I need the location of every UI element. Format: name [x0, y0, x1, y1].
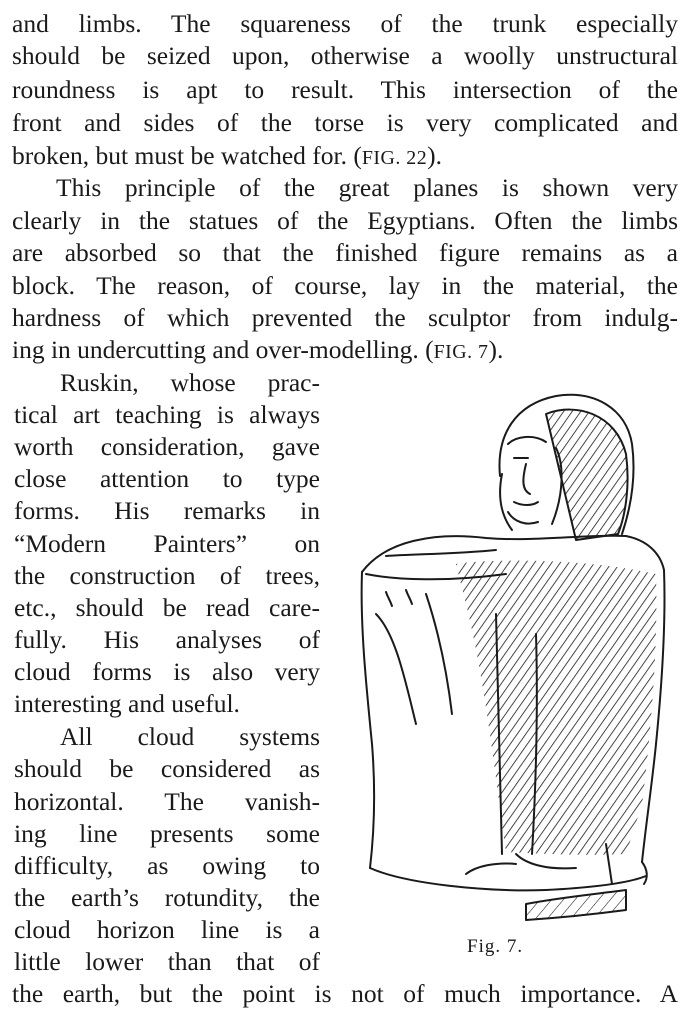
paragraph-4-line-3: horizontal. The vanish- — [14, 787, 320, 816]
paragraph-2-line-1: This principle of the great planes is shown very — [56, 173, 678, 202]
paragraph-2-line-6 — [12, 334, 503, 368]
paragraph-4-line-2: should be considered as — [14, 754, 320, 783]
paragraph-3-line-6: “Modern Painters” on — [14, 529, 320, 558]
paragraph-2-line-3: are absorbed so that the finished figure remains as a — [12, 238, 678, 267]
paragraph-2-close: ). — [488, 335, 504, 364]
paragraph-2-line-5: hardness of which prevented the sculptor from indulg- — [12, 303, 678, 332]
paragraph-1-line-1: and limbs. The squareness of the trunk especially — [12, 9, 678, 38]
figure-reference-7: FIG. 7 — [433, 341, 489, 363]
paragraph-2-last-text: ing in undercutting and over-modelling. ( — [12, 335, 434, 364]
paragraph-1-close: ). — [427, 141, 443, 170]
paragraph-3-line-4: close attention to type — [14, 464, 320, 493]
paragraph-2-line-2: clearly in the statues of the Egyptians. Often the limbs — [12, 206, 678, 235]
paragraph-4-line-1: All cloud systems — [60, 722, 320, 751]
paragraph-3-line-9: fully. His analyses of — [14, 625, 320, 654]
paragraph-2-line-4: block. The reason, of course, lay in the material, the — [12, 271, 678, 300]
paragraph-4-line-4: ing line presents some — [14, 819, 320, 848]
figure-reference-22: FIG. 22 — [361, 147, 428, 169]
paragraph-1-last-text: broken, but must be watched for. ( — [12, 141, 362, 170]
paragraph-3-line-2: tical art teaching is always — [14, 400, 320, 429]
figure-caption: Fig. 7. — [467, 936, 524, 957]
paragraph-1-line-3: roundness is apt to result. This intersection of the — [12, 75, 678, 104]
paragraph-3-line-5: forms. His remarks in — [14, 496, 320, 525]
paragraph-3-line-11: interesting and useful. — [14, 689, 240, 718]
egyptian-block-statue-illustration — [326, 384, 688, 944]
paragraph-1-line-4: front and sides of the torse is very complicated and — [12, 108, 678, 137]
paragraph-4-line-5: difficulty, as owing to — [14, 851, 320, 880]
paragraph-3-line-1: Ruskin, whose prac- — [60, 368, 320, 397]
paragraph-4-line-9: the earth, but the point is not of much importance. A — [12, 979, 678, 1008]
paragraph-1-line-2: should be seized upon, otherwise a woolly unstructural — [12, 41, 678, 70]
paragraph-4-line-6: the earth’s rotundity, the — [14, 883, 320, 912]
paragraph-4-line-8: little lower than that of — [14, 947, 320, 976]
paragraph-3-line-10: cloud forms is also very — [14, 657, 320, 686]
paragraph-3-line-8: etc., should be read care- — [14, 593, 320, 622]
paragraph-3-line-3: worth consideration, gave — [14, 432, 320, 461]
paragraph-3-line-7: the construction of trees, — [14, 561, 320, 590]
paragraph-1-line-5 — [12, 140, 442, 174]
paragraph-4-line-7: cloud horizon line is a — [14, 915, 320, 944]
